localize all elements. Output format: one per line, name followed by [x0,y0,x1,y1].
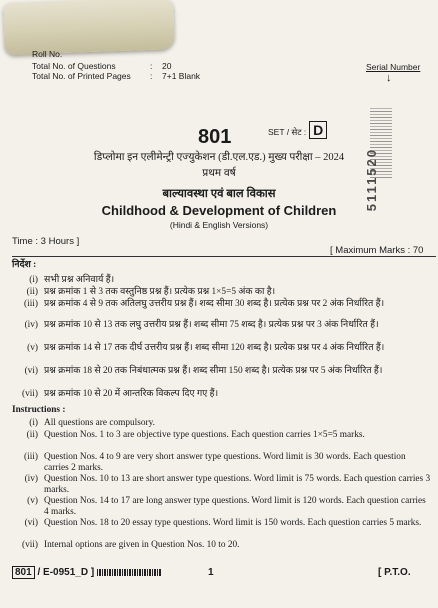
item-number: (v) [27,496,38,506]
pages-value: 7+1 Blank [162,71,201,81]
item-number: (ii) [26,287,38,297]
paper-code: 801 [198,126,232,148]
item-number: (vii) [21,540,38,550]
hindi-instructions-heading: निर्देश : [12,260,37,270]
divider [12,256,436,257]
serial-number-value: 5111520 [364,148,379,212]
versions-note: (Hindi & English Versions) [169,220,269,230]
item-number: (iv) [24,474,38,484]
exam-title-hindi: डिप्लोमा इन एलीमेन्ट्री एज्युकेशन (डी.एल.एड.) मुख्य परीक्षा – 2024 [93,152,345,163]
footer-code-rest: / E-0951_D ] [37,567,95,578]
pages-colon: : [150,71,153,81]
item-number: (iii) [24,452,38,462]
item-text: Question Nos. 18 to 20 essay type questions. Word limit is 150 words. Each question carries 5 marks. [44,518,422,528]
item-text: Question Nos. 10 to 13 are short answer type questions. Word limit is 75 words. Each question carries 3 marks. [44,474,431,495]
item-number: (ii) [26,430,38,440]
page-number: 1 [208,567,214,578]
item-text: Internal options are given in Question Nos. 10 to 20. [44,540,240,550]
time-label: Time : 3 Hours ] [12,236,80,247]
item-text: प्रश्न क्रमांक 14 से 17 तक दीर्घ उत्तरीय प्रश्न हैं। शब्द सीमा 120 शब्द है। प्रत्येक प्रश्न पर 4 अंक निर्धारित हैं। [44,343,385,353]
item-number: (i) [29,418,38,428]
serial-number-label: Serial Number [366,62,421,72]
item-text: प्रश्न क्रमांक 10 से 20 में आन्तरिक विकल्प दिए गए हैं। [44,389,219,399]
item-number: (vii) [21,389,38,399]
footer-code-box: 801 [12,566,35,579]
pto-label: [ P.T.O. [378,567,411,578]
subject-title-hindi: बाल्यावस्था एवं बाल विकास [162,188,276,200]
item-number: (vi) [24,518,38,528]
footer-barcode [97,569,161,576]
item-text: Question Nos. 1 to 3 are objective type questions. Each question carries 1×5=5 marks. [44,430,365,440]
item-text: All questions are compulsory. [44,418,155,428]
questions-value: 20 [162,61,172,71]
item-text: Question Nos. 14 to 17 are long answer type questions. Word limit is 120 words. Each question carries 4 marks. [44,496,426,517]
questions-colon: : [150,61,153,71]
english-instructions-heading: Instructions : [12,405,66,415]
subject-title-english: Childhood & Development of Children [101,203,337,218]
item-number: (v) [27,343,38,353]
item-number: (vi) [24,366,38,376]
serial-arrow-icon: ↓ [386,72,392,84]
item-number: (iv) [24,320,38,330]
item-text: प्रश्न क्रमांक 4 से 9 तक अतिलघु उत्तरीय प्रश्न हैं। शब्द सीमा 30 शब्द है। प्रत्येक प्रश्न पर 2 अंक निर्धारित हैं। [44,299,385,309]
item-text: सभी प्रश्न अनिवार्य हैं। [44,275,115,285]
item-text: प्रश्न क्रमांक 1 से 3 तक वस्तुनिष्ठ प्रश्न हैं। प्रत्येक प्रश्न 1×5=5 अंक का है। [44,287,276,297]
set-value: D [309,121,327,139]
item-number: (iii) [24,299,38,309]
questions-label: Total No. of Questions [32,61,116,71]
item-text: प्रश्न क्रमांक 18 से 20 तक निबंधात्मक प्रश्न हैं। शब्द सीमा 150 शब्द है। प्रत्येक प्रश्न पर 5 अंक निर्धारित हैं। [44,366,383,376]
set-label: SET / सेट : [268,127,307,137]
footer-code [12,566,161,579]
item-number: (i) [29,275,38,285]
max-marks-label: [ Maximum Marks : 70 [330,245,424,256]
eraser-object [3,0,175,55]
item-text: प्रश्न क्रमांक 10 से 13 तक लघु उत्तरीय प्रश्न हैं। शब्द सीमा 75 शब्द है। प्रत्येक प्रश्न पर 3 अंक निर्धारित हैं। [44,320,379,330]
pages-label: Total No. of Printed Pages [32,71,131,81]
year-hindi: प्रथम वर्ष [202,168,236,179]
set-indicator [268,121,327,140]
roll-no-label: Roll No. [32,49,63,59]
item-text: Question Nos. 4 to 9 are very short answer type questions. Word limit is 30 words. Each question carries 2 marks. [44,452,406,473]
